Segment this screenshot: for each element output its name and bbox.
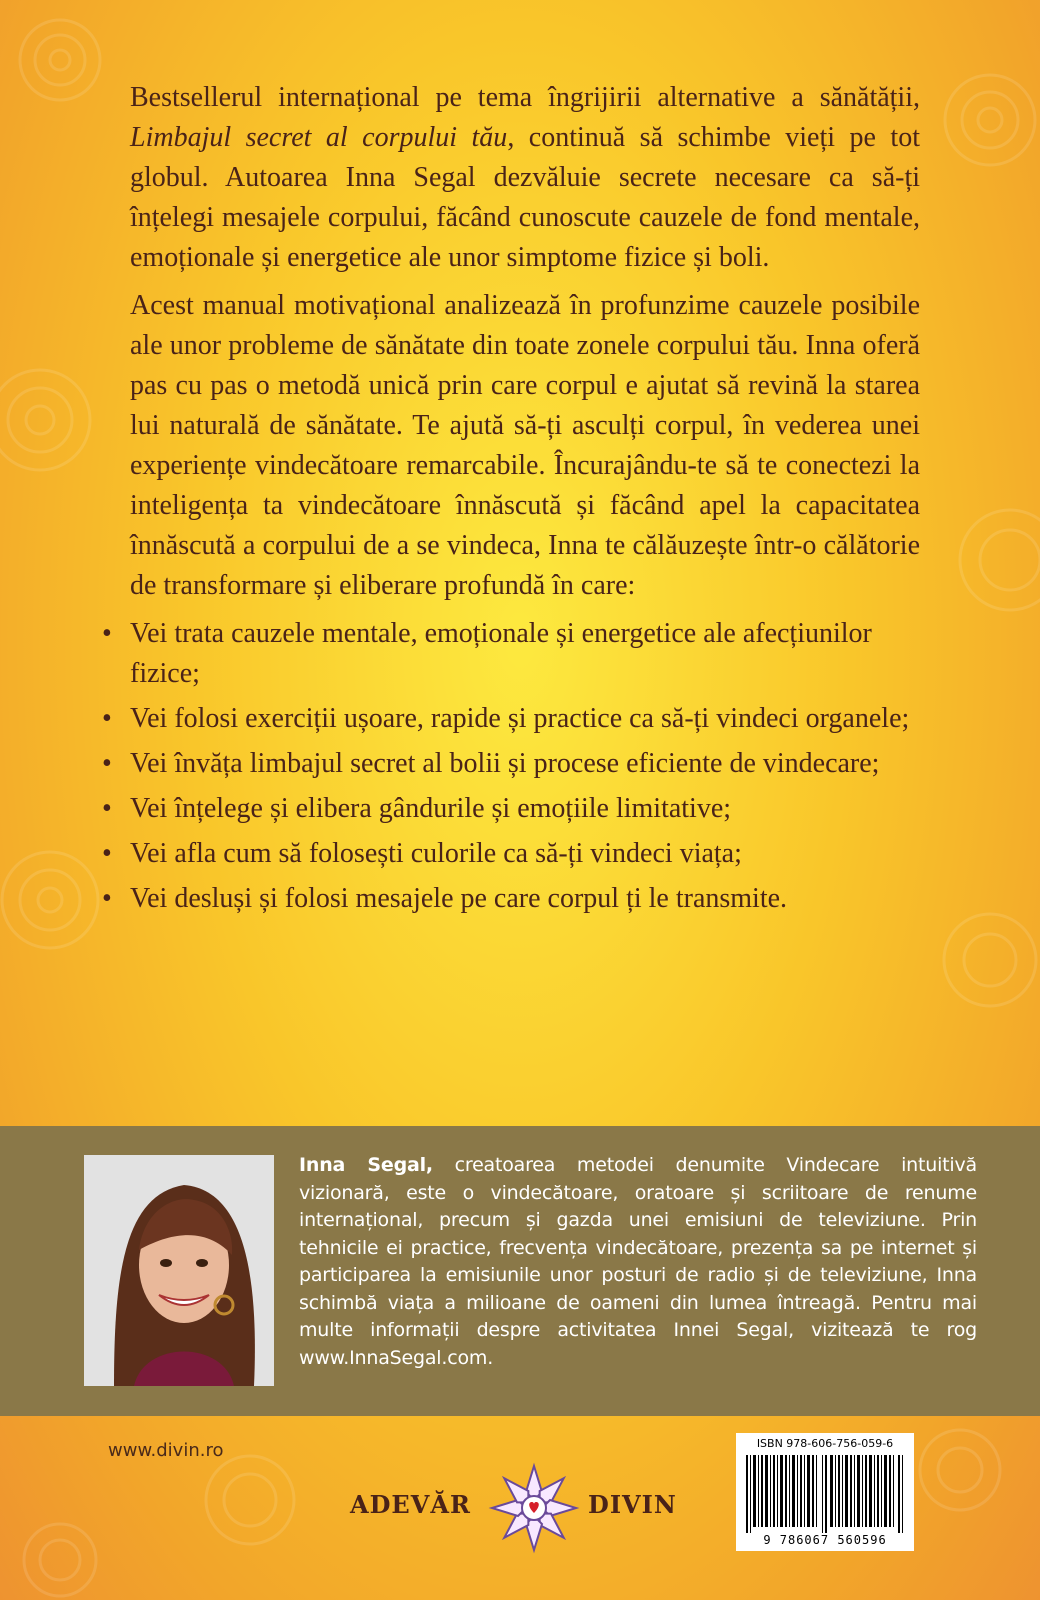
author-bio bbox=[299, 1152, 977, 1372]
author-name: Inna Segal, bbox=[299, 1154, 433, 1176]
book-title-italic: Limbajul secret al corpului tău bbox=[130, 122, 508, 153]
publisher-name-left: ADEVĂR bbox=[350, 1490, 471, 1519]
benefit-item: • Vei desluși și folosi mesajele pe care corpul ți le transmite. bbox=[130, 879, 920, 919]
description-paragraph-2: Acest manual motivațional analizează în profunzime cauzele posibile ale unor probleme de sănătate din toate zonele corpului tău. Inna oferă pas cu pas o metodă unică prin care corpul e ajutat să revină la starea lui naturală de sănătate. Te ajută să-ți asculți corpul, în vederea unei experiențe vindecătoare remarcabile. Încurajându-te să te conectezi la inteligența ta vindecătoare înnăscută și făcând apel la capacitatea înnăscută a corpului de a se vindeca, Inna te călăuzește într-o călătorie de transformare și eliberare profundă în care: bbox=[130, 290, 920, 601]
benefit-item: • Vei învăța limbajul secret al bolii și procese eficiente de vindecare; bbox=[130, 744, 920, 784]
benefits-list bbox=[130, 614, 920, 919]
isbn-number: ISBN 978-606-756-059-6 bbox=[756, 1437, 894, 1450]
benefit-item: • Vei înțelege și elibera gândurile și emoțiile limitative; bbox=[130, 789, 920, 829]
barcode-icon bbox=[744, 1455, 906, 1533]
benefit-item: • Vei trata cauzele mentale, emoționale și energetice ale afecțiunilor fizice; bbox=[130, 614, 920, 694]
author-bio-text: creatoarea metodei denumite Vindecare intuitivă vizionară, este o vindecătoare, oratoare și scriitoare de renume internațional, precum și gazda unei emisiuni de televiziune. Prin tehnicile ei practice, frecvența vindecătoare, prezența sa pe internet și participarea la emisiunile unor posturi de radio și de televiziune, Inna schimbă viața a milioane de oameni din lumea întreagă. Pentru mai multe informații despre activitatea Innei Segal, vizitează te rog www.InnaSegal.com. bbox=[299, 1154, 977, 1369]
paragraph-1-end: , continuă să schimbe vieți pe tot globul. Autoarea Inna Segal dezvăluie secrete necesare ca să-ți înțelegi mesajele corpului, făcând cunoscute cauzele de fond mentale, emoționale și energetice ale unor simptome fizice și boli. bbox=[130, 122, 920, 273]
isbn-barcode bbox=[736, 1433, 914, 1551]
benefit-item: • Vei afla cum să folosești culorile ca să-ți vindeci viața; bbox=[130, 834, 920, 874]
publisher-website: www.divin.ro bbox=[108, 1440, 224, 1461]
author-portrait-illustration bbox=[84, 1155, 274, 1386]
author-photo bbox=[84, 1155, 274, 1386]
description-paragraph-1 bbox=[130, 78, 920, 278]
paragraph-1-start: Bestsellerul internațional pe tema îngrijirii alternative a sănătății, bbox=[130, 82, 920, 113]
publisher-logo-flower-icon bbox=[488, 1462, 580, 1554]
barcode-digits: 9 786067 560596 bbox=[763, 1533, 887, 1547]
publisher-name-right: DIVIN bbox=[588, 1490, 677, 1519]
benefit-item: • Vei folosi exerciții ușoare, rapide și practice ca să-ți vindeci organele; bbox=[130, 699, 920, 739]
book-description bbox=[130, 78, 920, 924]
